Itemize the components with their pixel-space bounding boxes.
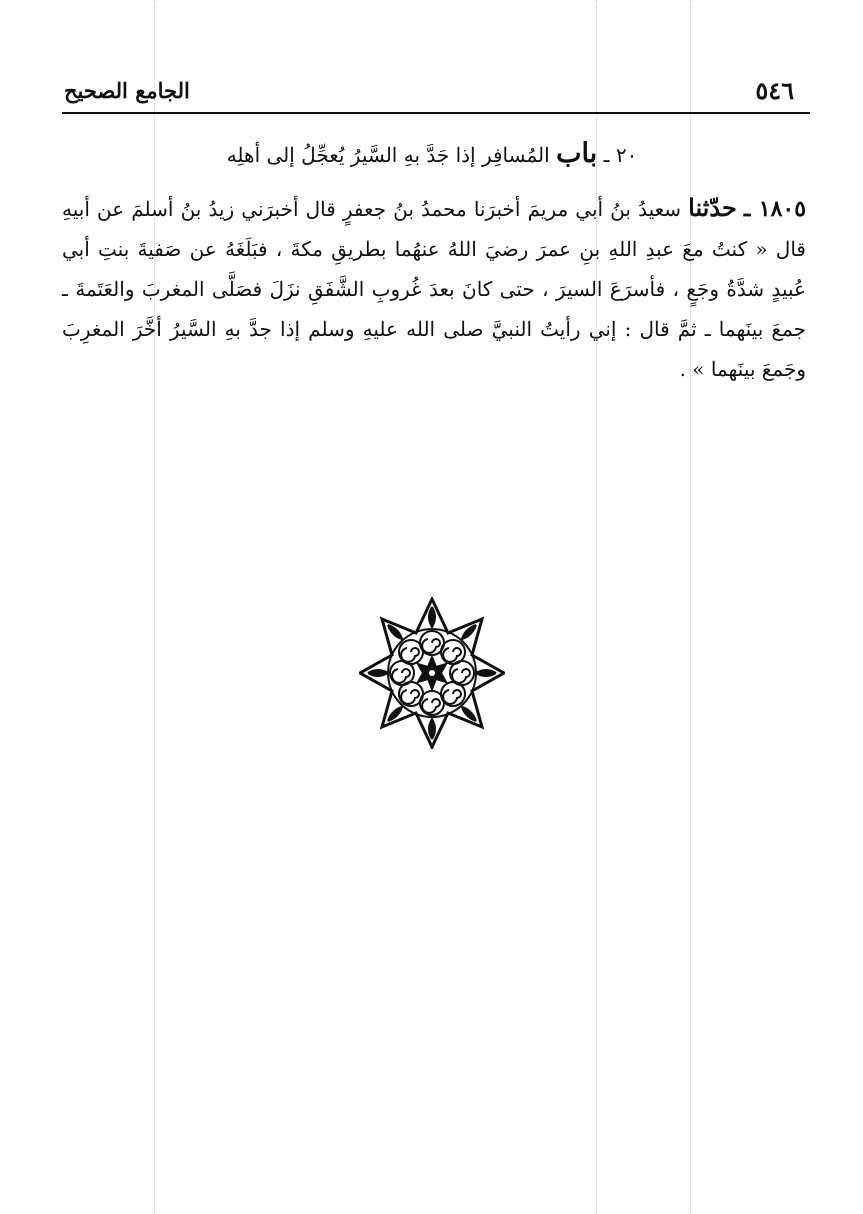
chapter-title: المُسافِر إذا جَدَّ بهِ السَّيرُ يُعجِّلُ إلى أهلِه <box>226 143 550 167</box>
scan-artifact-line <box>154 0 155 1214</box>
scan-artifact-line <box>690 0 691 1214</box>
floral-ornament-icon <box>359 597 505 749</box>
header-divider <box>62 112 810 114</box>
scan-artifact-line <box>596 0 597 1214</box>
hadith-number: ١٨٠٥ ـ <box>743 196 807 222</box>
hadith-text: سعيدُ بنُ أبي مريمَ أخبرَنا محمدُ بنُ جعفرٍ قال أخبرَني زيدُ بنُ أسلمَ عن أبيهِ قال « كنتُ معَ عبدِ اللهِ بنِ عمرَ رضيَ اللهُ عنهُما بطريقِ مكةَ ، فبَلَغَهُ عن صَفيةَ بنتِ أبي عُبيدٍ شدَّةُ وجَعٍ ، فأسرَعَ السيرَ ، حتى كانَ بعدَ غُروبِ الشَّفَقِ نزَلَ فصَلَّى المغربَ والعَتَمةَ ـ جمعَ بينَهما ـ ثمَّ قال : إني رأيتُ النبيَّ صلى الله عليهِ وسلم إذا جدَّ بهِ السَّيرُ أخَّرَ المغرِبَ وجَمعَ بينَهما » . <box>62 197 806 381</box>
chapter-number: ٢٠ ـ <box>603 143 638 167</box>
page-number: ٥٤٦ <box>755 76 794 105</box>
book-title: الجامع الصحيح <box>64 78 190 103</box>
hadith-opening-word: حدّثنا <box>688 193 737 222</box>
chapter-label: باب <box>556 138 598 169</box>
hadith-paragraph <box>62 188 806 389</box>
chapter-heading <box>62 138 802 169</box>
page-header <box>62 70 802 110</box>
